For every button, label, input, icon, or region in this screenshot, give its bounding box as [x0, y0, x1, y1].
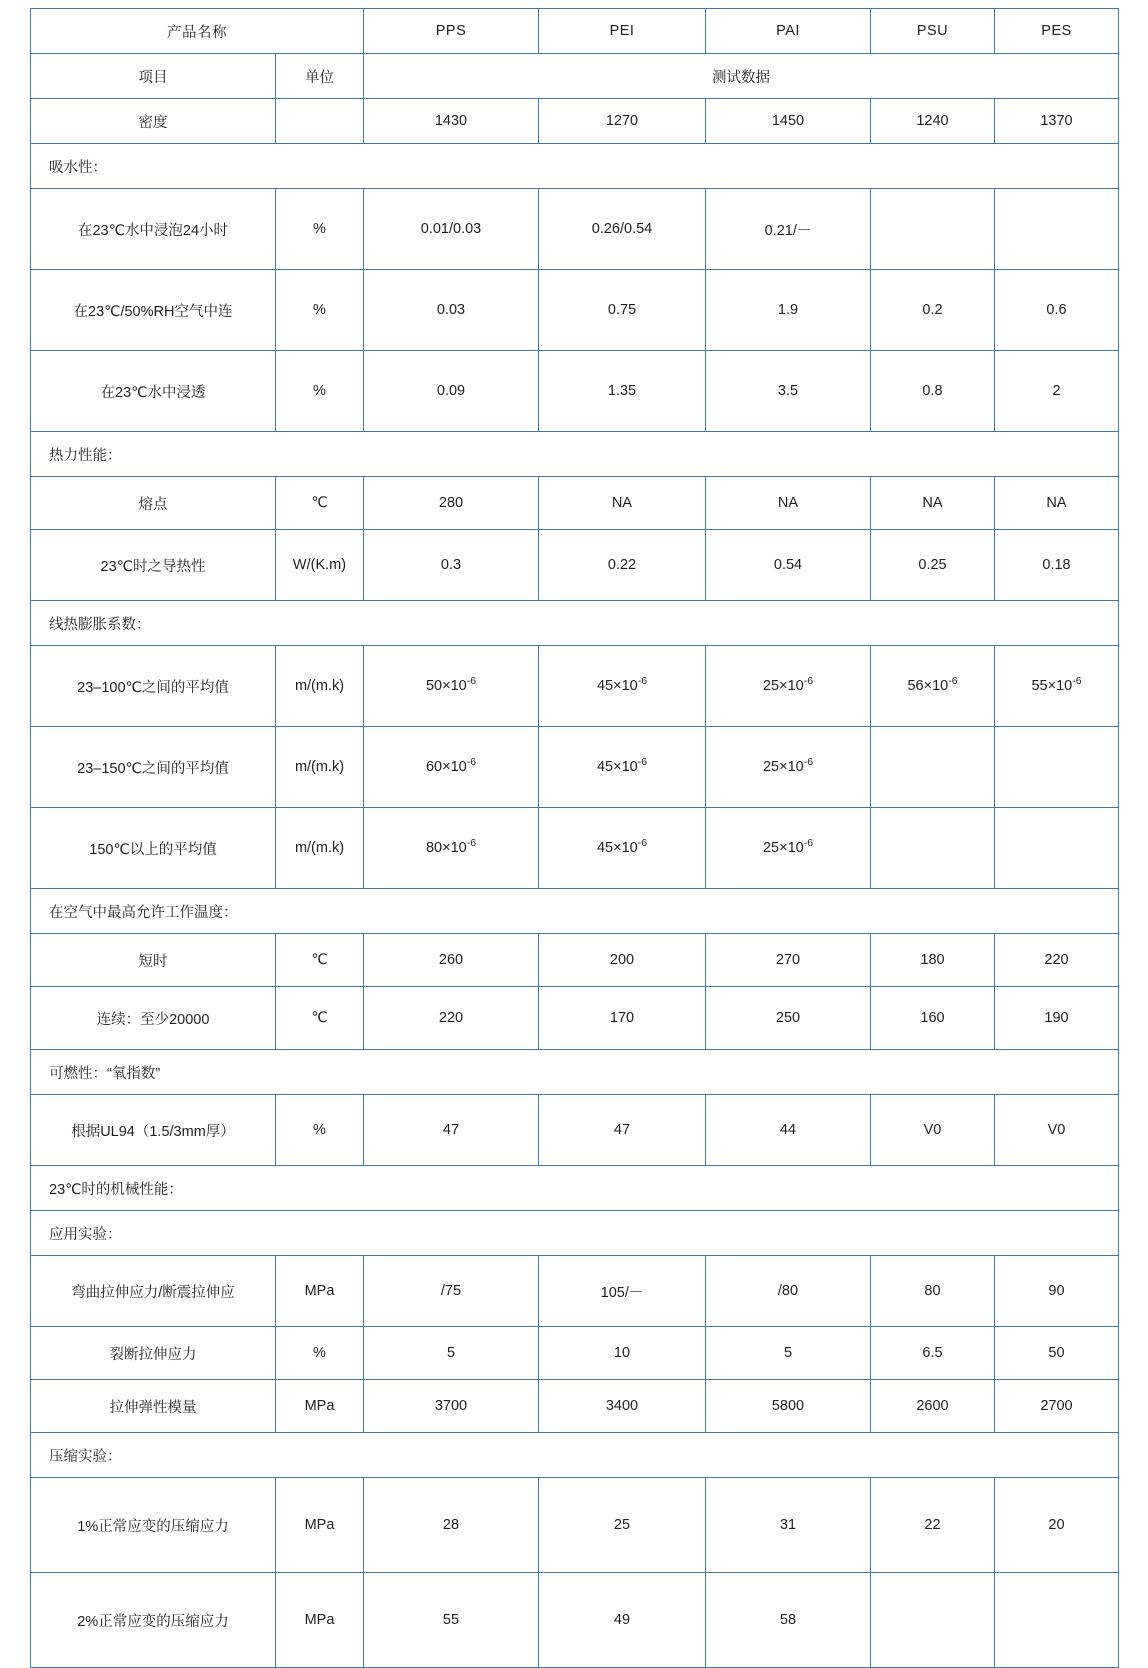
row-label: 在23℃水中浸透 [31, 351, 276, 432]
row-unit: % [276, 1327, 364, 1380]
section-row [31, 601, 1119, 646]
row-label: 150℃以上的平均值 [31, 808, 276, 889]
row-value: 0.2 [871, 270, 995, 351]
row-value: 0.21/－ [706, 189, 871, 270]
table-row [31, 1380, 1119, 1433]
table-row [31, 1573, 1119, 1668]
section-label: 应用实验： [31, 1211, 1119, 1256]
row-unit: MPa [276, 1256, 364, 1327]
row-unit: m/(m.k) [276, 727, 364, 808]
row-value: 80 [871, 1256, 995, 1327]
row-value: 0.54 [706, 530, 871, 601]
row-value: 0.75 [539, 270, 706, 351]
row-unit: MPa [276, 1478, 364, 1573]
row-value: 20 [995, 1478, 1119, 1573]
row-value: 260 [364, 934, 539, 987]
row-value: 31 [706, 1478, 871, 1573]
section-row [31, 432, 1119, 477]
row-label: 拉伸弹性模量 [31, 1380, 276, 1433]
row-value: 1370 [995, 99, 1119, 144]
row-unit: ℃ [276, 987, 364, 1050]
table-row [31, 1478, 1119, 1573]
row-value: $55\times 10^{-6}$ [995, 646, 1119, 727]
row-value: $80\times 10^{-6}$ [364, 808, 539, 889]
row-value: 3.5 [706, 351, 871, 432]
row-value: 170 [539, 987, 706, 1050]
section-label: 在空气中最高允许工作温度： [31, 889, 1119, 934]
row-label: 23℃时之导热性 [31, 530, 276, 601]
row-value: 1270 [539, 99, 706, 144]
header-col-pes: PES [995, 9, 1119, 54]
row-value: 280 [364, 477, 539, 530]
row-unit: % [276, 189, 364, 270]
row-label: 23–100℃之间的平均值 [31, 646, 276, 727]
row-value: 220 [995, 934, 1119, 987]
row-value [871, 1573, 995, 1668]
row-value: 50 [995, 1327, 1119, 1380]
subheader-test-data: 测试数据 [364, 54, 1119, 99]
row-value: 220 [364, 987, 539, 1050]
row-value: $50\times 10^{-6}$ [364, 646, 539, 727]
row-value: 105/－ [539, 1256, 706, 1327]
row-value: 190 [995, 987, 1119, 1050]
section-label: 吸水性： [31, 144, 1119, 189]
table-row [31, 1256, 1119, 1327]
row-value: 1.9 [706, 270, 871, 351]
row-value: 5 [364, 1327, 539, 1380]
row-unit: m/(m.k) [276, 808, 364, 889]
table-header [31, 9, 1119, 54]
row-value [871, 808, 995, 889]
row-label: 2%正常应变的压缩应力 [31, 1573, 276, 1668]
row-label: 23–150℃之间的平均值 [31, 727, 276, 808]
row-value: 49 [539, 1573, 706, 1668]
header-col-psu: PSU [871, 9, 995, 54]
row-value: 200 [539, 934, 706, 987]
header-col-pai: PAI [706, 9, 871, 54]
row-value: 0.18 [995, 530, 1119, 601]
row-value: NA [871, 477, 995, 530]
row-value: 180 [871, 934, 995, 987]
table-row [31, 934, 1119, 987]
header-product-name: 产品名称 [31, 9, 364, 54]
row-value [995, 808, 1119, 889]
section-row [31, 1166, 1119, 1211]
row-value: 47 [539, 1095, 706, 1166]
row-value: 0.25 [871, 530, 995, 601]
table-row [31, 189, 1119, 270]
row-label: 熔点 [31, 477, 276, 530]
row-value: 90 [995, 1256, 1119, 1327]
row-value: 2700 [995, 1380, 1119, 1433]
row-value: $45\times 10^{-6}$ [539, 808, 706, 889]
row-value: NA [539, 477, 706, 530]
row-unit: % [276, 1095, 364, 1166]
row-value: 55 [364, 1573, 539, 1668]
row-value: 2 [995, 351, 1119, 432]
row-unit: m/(m.k) [276, 646, 364, 727]
table-row [31, 1327, 1119, 1380]
row-value: $25\times 10^{-6}$ [706, 646, 871, 727]
row-label: 密度 [31, 99, 276, 144]
section-row [31, 1050, 1119, 1095]
row-value: 0.26/0.54 [539, 189, 706, 270]
row-label: 根据UL94（1.5/3mm厚） [31, 1095, 276, 1166]
section-label: 热力性能： [31, 432, 1119, 477]
row-value: /80 [706, 1256, 871, 1327]
table-row [31, 99, 1119, 144]
row-unit: W/(K.m) [276, 530, 364, 601]
row-value: V0 [871, 1095, 995, 1166]
row-value [995, 1573, 1119, 1668]
row-unit: % [276, 270, 364, 351]
row-label: 连续：至少20000 [31, 987, 276, 1050]
header-col-pps: PPS [364, 9, 539, 54]
row-value: 3700 [364, 1380, 539, 1433]
table-row [31, 1095, 1119, 1166]
table-row [31, 987, 1119, 1050]
row-value: 6.5 [871, 1327, 995, 1380]
row-value [871, 189, 995, 270]
section-label: 线热膨胀系数： [31, 601, 1119, 646]
row-value: $25\times 10^{-6}$ [706, 727, 871, 808]
section-row [31, 1433, 1119, 1478]
row-value [871, 727, 995, 808]
row-value: $56\times 10^{-6}$ [871, 646, 995, 727]
table-body [31, 54, 1119, 1668]
row-value: 22 [871, 1478, 995, 1573]
row-value [995, 189, 1119, 270]
row-value: $60\times 10^{-6}$ [364, 727, 539, 808]
table-row [31, 727, 1119, 808]
table-row [31, 530, 1119, 601]
row-value: 0.09 [364, 351, 539, 432]
row-value: 0.22 [539, 530, 706, 601]
row-value: 1430 [364, 99, 539, 144]
table-row [31, 646, 1119, 727]
row-value: 5800 [706, 1380, 871, 1433]
section-row [31, 889, 1119, 934]
subheader-row [31, 54, 1119, 99]
row-value: $45\times 10^{-6}$ [539, 727, 706, 808]
table-row [31, 270, 1119, 351]
header-col-pei: PEI [539, 9, 706, 54]
row-value: 47 [364, 1095, 539, 1166]
row-unit: MPa [276, 1380, 364, 1433]
header-row [31, 9, 1119, 54]
section-label: 可燃性：“氧指数” [31, 1050, 1119, 1095]
row-value: 1450 [706, 99, 871, 144]
row-value: 250 [706, 987, 871, 1050]
row-value: NA [995, 477, 1119, 530]
row-value: 28 [364, 1478, 539, 1573]
section-row [31, 1211, 1119, 1256]
row-value: 10 [539, 1327, 706, 1380]
row-value: NA [706, 477, 871, 530]
row-value: 1240 [871, 99, 995, 144]
section-label: 压缩实验： [31, 1433, 1119, 1478]
row-value: 44 [706, 1095, 871, 1166]
row-value: 0.6 [995, 270, 1119, 351]
row-value: V0 [995, 1095, 1119, 1166]
row-value: $25\times 10^{-6}$ [706, 808, 871, 889]
row-unit: MPa [276, 1573, 364, 1668]
table-row [31, 477, 1119, 530]
section-row [31, 144, 1119, 189]
row-value: 5 [706, 1327, 871, 1380]
section-label: 23℃时的机械性能： [31, 1166, 1119, 1211]
row-unit [276, 99, 364, 144]
row-unit: ℃ [276, 477, 364, 530]
row-value: /75 [364, 1256, 539, 1327]
row-label: 在23℃/50%RH空气中连 [31, 270, 276, 351]
row-label: 1%正常应变的压缩应力 [31, 1478, 276, 1573]
row-value: 270 [706, 934, 871, 987]
row-value: 160 [871, 987, 995, 1050]
subheader-item: 项目 [31, 54, 276, 99]
row-unit: % [276, 351, 364, 432]
row-value: 0.03 [364, 270, 539, 351]
row-label: 在23℃水中浸泡24小时 [31, 189, 276, 270]
row-label: 裂断拉伸应力 [31, 1327, 276, 1380]
row-unit: ℃ [276, 934, 364, 987]
row-value: 1.35 [539, 351, 706, 432]
row-value: 0.8 [871, 351, 995, 432]
subheader-unit: 单位 [276, 54, 364, 99]
row-value: 2600 [871, 1380, 995, 1433]
row-value: 0.01/0.03 [364, 189, 539, 270]
row-value: 0.3 [364, 530, 539, 601]
table-row [31, 808, 1119, 889]
row-value [995, 727, 1119, 808]
row-label: 短时 [31, 934, 276, 987]
table-row [31, 351, 1119, 432]
row-value: 58 [706, 1573, 871, 1668]
row-label: 弯曲拉伸应力/断震拉伸应 [31, 1256, 276, 1327]
row-value: 3400 [539, 1380, 706, 1433]
row-value: 25 [539, 1478, 706, 1573]
row-value: $45\times 10^{-6}$ [539, 646, 706, 727]
material-spec-table [30, 8, 1119, 1668]
